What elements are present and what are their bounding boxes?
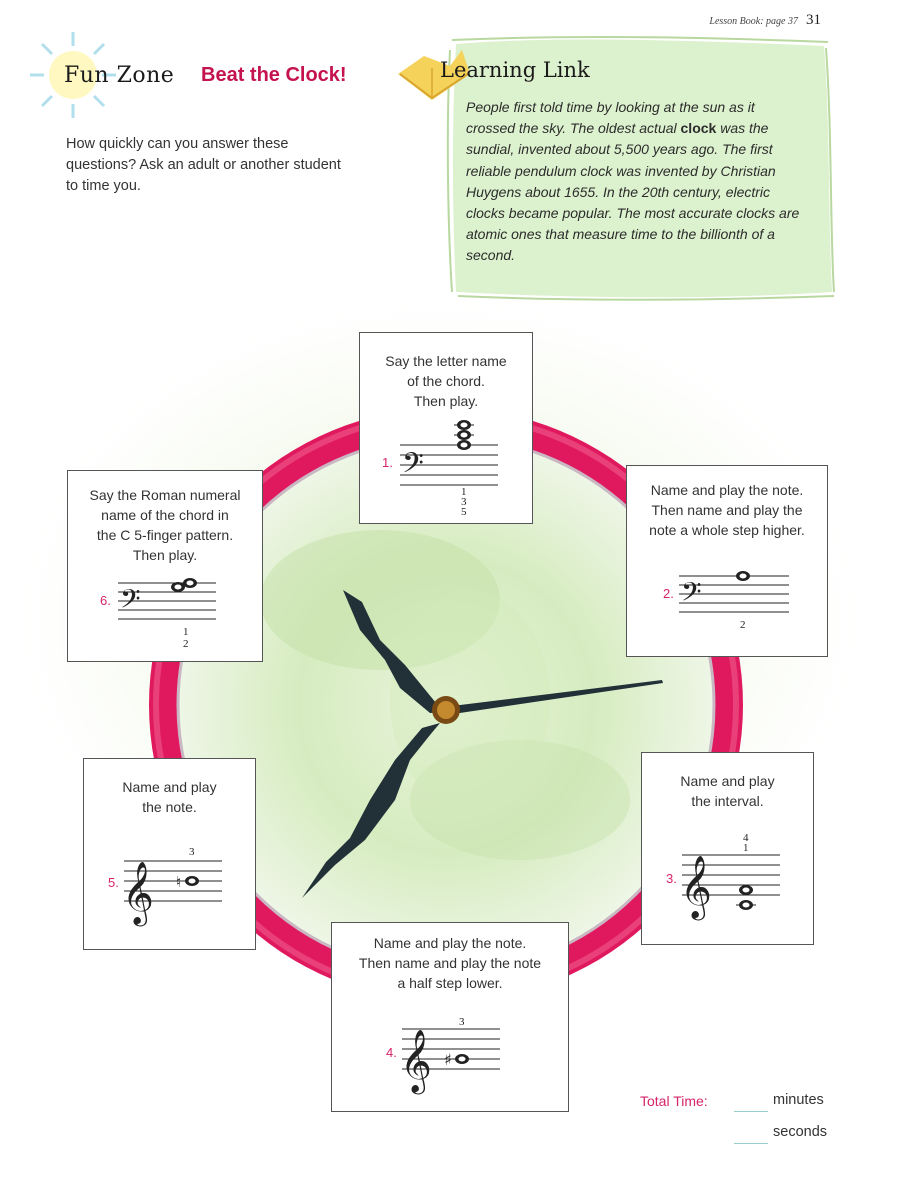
finger-number: 2 (740, 619, 746, 631)
question-card-3 (641, 752, 814, 945)
question-card-2 (626, 465, 828, 657)
finger-number: 3 (461, 496, 467, 508)
bass-clef-icon: 𝄢 (402, 447, 424, 487)
seconds-blank[interactable] (734, 1142, 768, 1144)
question-number: 4. (386, 1045, 397, 1060)
finger-number: 3 (189, 846, 195, 858)
page-title: Beat the Clock! (201, 64, 347, 86)
bass-clef-icon: 𝄢 (120, 583, 141, 621)
bass-staff-chord (360, 333, 534, 525)
treble-staff-note (332, 923, 570, 1113)
learning-link-text: People first told time by looking at the sun as it crossed the sky. The oldest actual clock was the sundial, invented about 5,500 years ago. The first reliable pendulum clock was invented by Christian Huygens about 1655. In the 20th century, electric clocks became popular. The most accurate clocks are atomic ones that measure time to the billionth of a second. (466, 99, 800, 264)
learning-link-title: Learning Link (440, 58, 590, 82)
bold-keyword: clock (680, 120, 717, 137)
minutes-blank[interactable] (734, 1110, 768, 1112)
question-number: 5. (108, 875, 119, 890)
finger-number: 4 (743, 832, 749, 844)
treble-staff-note (84, 759, 257, 951)
intro-text: How quickly can you answer these questions? Ask an adult or another student to time you. (66, 136, 341, 194)
bass-staff-chord (68, 471, 264, 663)
treble-clef-icon: 𝄞 (122, 861, 154, 924)
question-card-6 (67, 470, 263, 662)
question-number: 1. (382, 455, 393, 470)
card-instruction: Say the Roman numeral name of the chord in the C 5-finger pattern. Then play. (89, 487, 241, 563)
finger-number: 3 (459, 1016, 465, 1028)
bass-staff-note (627, 466, 829, 658)
sharp-icon: ♯ (444, 1050, 452, 1069)
question-number: 3. (666, 871, 677, 886)
treble-staff-interval (642, 753, 815, 946)
natural-icon: ♮ (176, 873, 182, 891)
bass-clef-icon: 𝄢 (681, 576, 702, 614)
question-card-5 (83, 758, 256, 950)
seconds-label: seconds (773, 1124, 828, 1140)
finger-number: 1 (461, 486, 467, 498)
card-instruction: Say the letter name of the chord. Then play. (385, 353, 507, 409)
treble-clef-icon: 𝄞 (400, 1029, 432, 1092)
card-instruction: Name and play the interval. (680, 773, 775, 809)
finger-number: 2 (183, 638, 189, 650)
lesson-book-reference: Lesson Book: page 37 (709, 16, 798, 27)
card-instruction: Name and play the note. Then name and play the note a whole step higher. (649, 482, 805, 538)
total-time-label: Total Time: (640, 1093, 708, 1109)
page-number: 31 (806, 12, 821, 28)
finger-number: 5 (461, 506, 467, 518)
question-number: 2. (663, 586, 674, 601)
question-card-1 (359, 332, 533, 524)
finger-number: 1 (743, 842, 749, 854)
minutes-label: minutes (773, 1092, 824, 1108)
card-instruction: Name and play the note. (122, 779, 217, 815)
question-number: 6. (100, 593, 111, 608)
fun-zone-label: Fun Zone (64, 63, 175, 88)
finger-number: 1 (183, 626, 189, 638)
card-instruction: Name and play the note. Then name and play the note a half step lower. (358, 935, 542, 991)
treble-clef-icon: 𝄞 (680, 855, 712, 918)
question-card-4 (331, 922, 569, 1112)
